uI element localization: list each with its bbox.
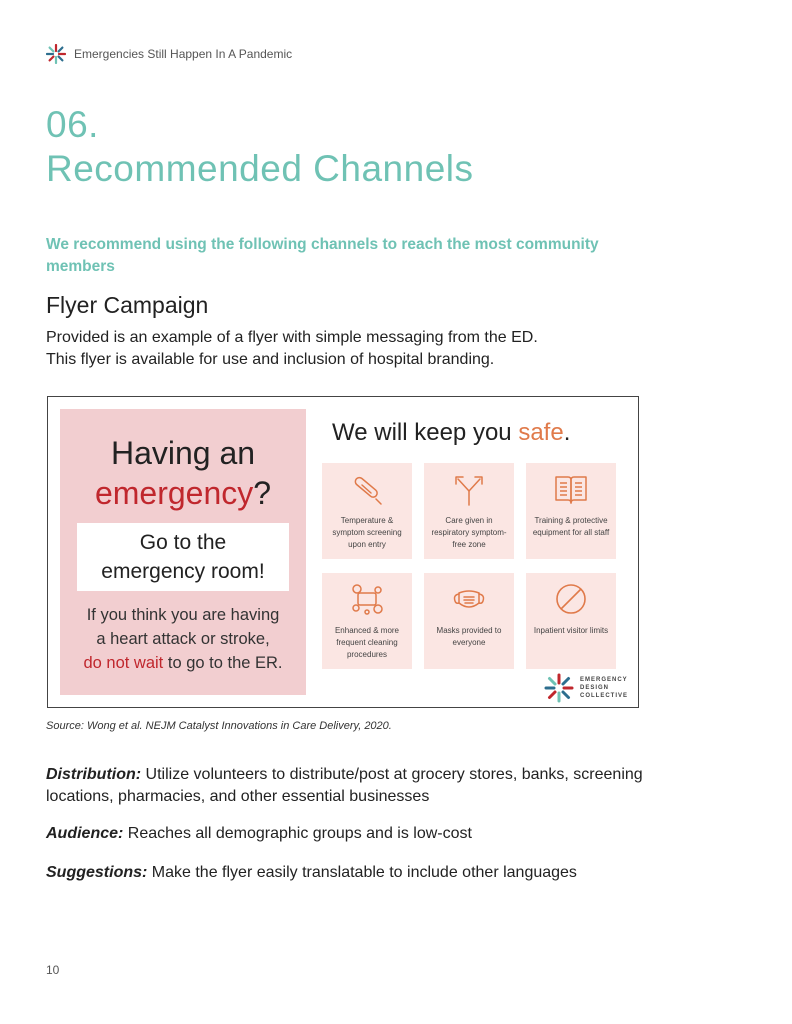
page-number: 10	[46, 963, 60, 977]
cleaning-icon	[349, 581, 385, 617]
brand-line-3: COLLECTIVE	[580, 693, 629, 699]
thermometer-icon	[349, 471, 385, 507]
face-mask-icon	[451, 581, 487, 617]
subsection-title: Flyer Campaign	[46, 292, 209, 318]
flyer-promise-dot: .	[563, 419, 571, 446]
distribution-text: Utilize volunteers to distribute/post at grocery stores, banks, screening locations, pharmacies, and other essential businesses	[46, 766, 643, 805]
flyer-goto-line2: emergency room!	[101, 560, 265, 583]
emergency-design-collective-logo-icon	[544, 673, 574, 703]
flyer-tile-masks	[424, 573, 514, 669]
flyer-advice	[60, 603, 306, 675]
flyer-advice-line2: a heart attack or stroke,	[96, 630, 270, 648]
flyer-tile-screening	[322, 463, 412, 559]
flyer-tile-training	[526, 463, 616, 559]
page-header	[46, 44, 292, 64]
tile-label-cleaning: Enhanced & more frequent cleaning procedures	[334, 626, 400, 659]
prohibited-icon	[553, 581, 589, 617]
brand-line-2: DESIGN	[580, 685, 610, 691]
flyer-left-panel	[60, 409, 306, 695]
brand-line-1: EMERGENCY	[580, 677, 628, 683]
distribution-paragraph	[46, 764, 686, 808]
suggestions-text: Make the flyer easily translatable to include other languages	[147, 864, 577, 881]
suggestions-paragraph	[46, 862, 686, 884]
source-caption: Source: Wong et al. NEJM Catalyst Innovations in Care Delivery, 2020.	[46, 720, 392, 732]
flyer-advice-line1: If you think you are having	[86, 606, 280, 624]
flyer-goto-line1: Go to the	[139, 531, 227, 554]
flyer-brand-text	[580, 676, 628, 700]
intro-text	[46, 327, 666, 371]
starburst-logo-icon	[46, 44, 66, 64]
flyer-brand	[544, 673, 628, 703]
flyer-advice-end: to go to the ER.	[163, 654, 283, 672]
tile-label-masks: Masks provided to everyone	[436, 626, 502, 647]
flyer-tile-cleaning	[322, 573, 412, 669]
audience-text: Reaches all demographic groups and is low-cost	[123, 825, 472, 842]
distribution-label: Distribution:	[46, 766, 142, 783]
tile-label-screening: Temperature & symptom screening upon entry	[332, 516, 402, 549]
suggestions-label: Suggestions:	[46, 864, 148, 881]
intro-line-2: This flyer is available for use and inclusion of hospital branding.	[46, 351, 495, 368]
flyer-goto-box	[77, 523, 289, 591]
flyer-promise-prefix: We will keep you	[332, 419, 519, 446]
tile-label-visitors: Inpatient visitor limits	[533, 626, 609, 635]
flyer-advice-red: do not wait	[83, 654, 164, 672]
flyer-image	[47, 396, 639, 708]
open-book-icon	[553, 471, 589, 507]
flyer-promise-safe: safe	[518, 419, 564, 446]
flyer-headline-line1: Having an	[110, 435, 256, 471]
tile-label-training: Training & protective equipment for all staff	[532, 516, 610, 537]
flyer-headline-line2	[60, 475, 306, 512]
lead-text: We recommend using the following channels to reach the most community members	[46, 236, 599, 275]
flyer-tile-zone	[424, 463, 514, 559]
flyer-headline-question: ?	[253, 475, 272, 511]
flyer-tile-visitors	[526, 573, 616, 669]
header-title: Emergencies Still Happen In A Pandemic	[74, 47, 293, 61]
audience-label: Audience:	[46, 825, 124, 842]
audience-paragraph	[46, 823, 686, 845]
section-number: 06.	[46, 104, 99, 145]
flyer-promise	[332, 419, 570, 447]
flyer-advice-line3	[60, 651, 306, 675]
page-title: Recommended Channels	[46, 148, 474, 189]
tile-label-zone: Care given in respiratory symptom-free zone	[431, 516, 507, 549]
split-path-icon	[451, 471, 487, 507]
intro-line-1: Provided is an example of a flyer with simple messaging from the ED.	[46, 329, 538, 346]
flyer-headline-emergency: emergency	[94, 475, 254, 511]
